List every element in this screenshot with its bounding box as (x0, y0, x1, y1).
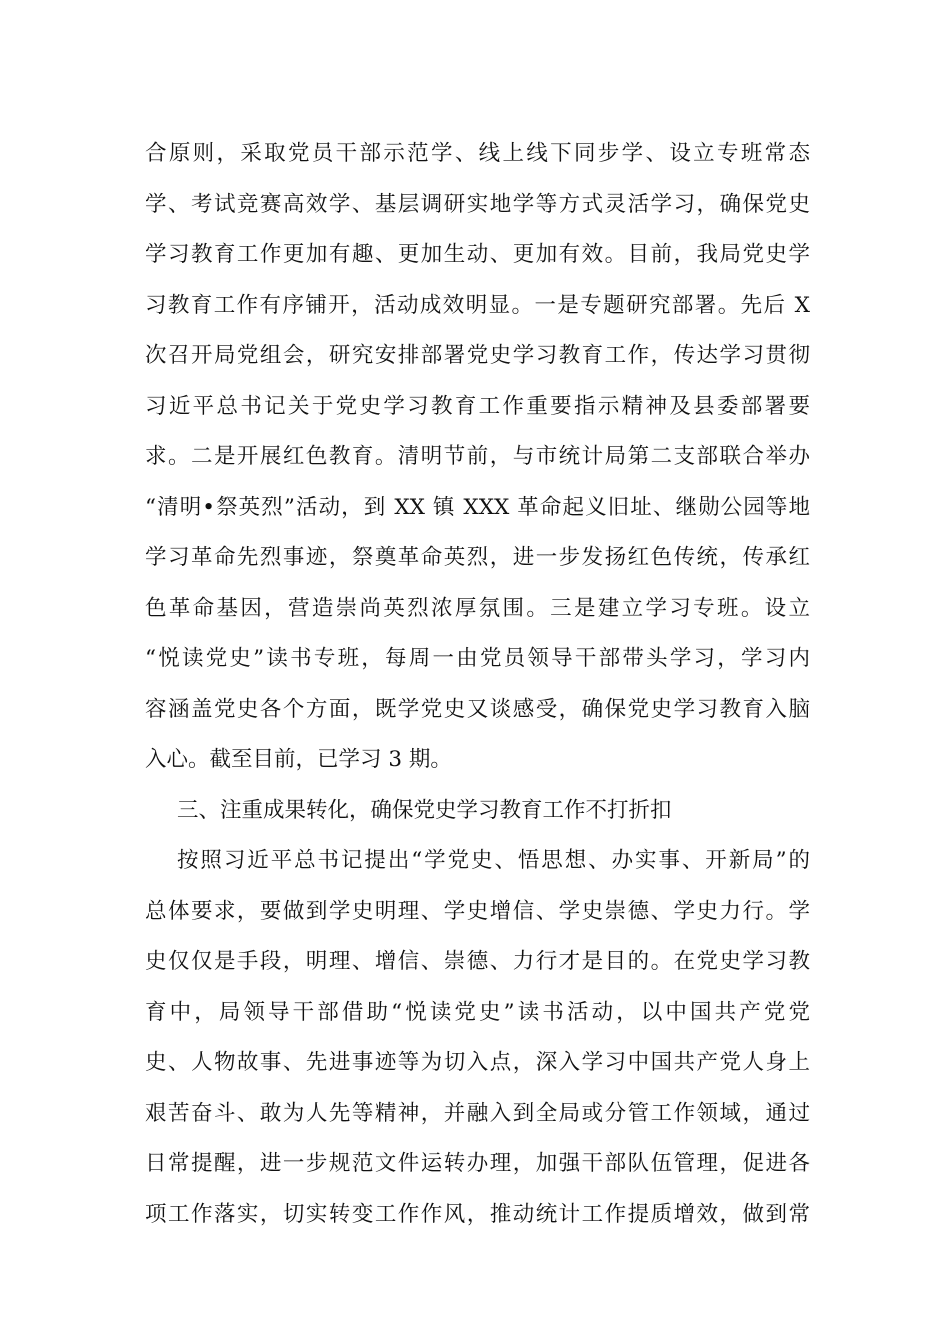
section-heading: 三、注重成果转化，确保党史学习教育工作不打折扣 (177, 797, 672, 823)
paragraph-2-line-5: 史、人物故事、先进事迹等为切入点，深入学习中国共产党人身上 (145, 1050, 810, 1075)
paragraph-2-line-2: 总体要求，要做到学史明理、学史增信、学史崇德、学史力行。学 (145, 898, 810, 924)
paragraph-2-line-7: 日常提醒，进一步规范文件运转办理，加强干部队伍管理，促进各 (145, 1151, 810, 1176)
paragraph-1-line-8: “清明•祭英烈”活动，到 XX 镇 XXX 革命起义旧址、继勋公园等地 (145, 494, 810, 520)
paragraph-1-line-4: 习教育工作有序铺开，活动成效明显。一是专题研究部署。先后 X (145, 292, 810, 318)
paragraph-2-line-4: 育中，局领导干部借助“悦读党史”读书活动，以中国共产党党 (145, 999, 810, 1025)
paragraph-1-line-3: 学习教育工作更加有趣、更加生动、更加有效。目前，我局党史学 (145, 242, 810, 267)
paragraph-1-line-10: 色革命基因，营造崇尚英烈浓厚氛围。三是建立学习专班。设立 (145, 595, 810, 621)
document-body (145, 129, 810, 1240)
paragraph-1-line-1: 合原则，采取党员干部示范学、线上线下同步学、设立专班常态 (145, 141, 810, 166)
paragraph-1-line-5: 次召开局党组会，研究安排部署党史学习教育工作，传达学习贯彻 (145, 343, 810, 368)
paragraph-2-line-8: 项工作落实，切实转变工作作风，推动统计工作提质增效，做到常 (145, 1201, 810, 1227)
paragraph-2-line-3: 史仅仅是手段，明理、增信、崇德、力行才是目的。在党史学习教 (145, 949, 810, 974)
paragraph-1-line-12: 容涵盖党史各个方面，既学党史又谈感受，确保党史学习教育入脑 (145, 696, 810, 722)
paragraph-2-line-6: 艰苦奋斗、敢为人先等精神，并融入到全局或分管工作领域，通过 (145, 1100, 810, 1126)
paragraph-1-line-2: 学、考试竞赛高效学、基层调研实地学等方式灵活学习，确保党史 (145, 191, 810, 217)
paragraph-1-line-13: 入心。截至目前，已学习 3 期。 (145, 747, 452, 772)
paragraph-2-line-1: 按照习近平总书记提出“学党史、悟思想、办实事、开新局”的 (177, 848, 810, 873)
paragraph-1-line-6: 习近平总书记关于党史学习教育工作重要指示精神及县委部署要 (145, 393, 810, 419)
paragraph-1-line-7: 求。二是开展红色教育。清明节前，与市统计局第二支部联合举办 (145, 444, 810, 469)
paragraph-1-line-9: 学习革命先烈事迹，祭奠革命英烈，进一步发扬红色传统，传承红 (145, 545, 810, 570)
paragraph-1-line-11: “悦读党史”读书专班，每周一由党员领导干部带头学习，学习内 (145, 646, 810, 671)
